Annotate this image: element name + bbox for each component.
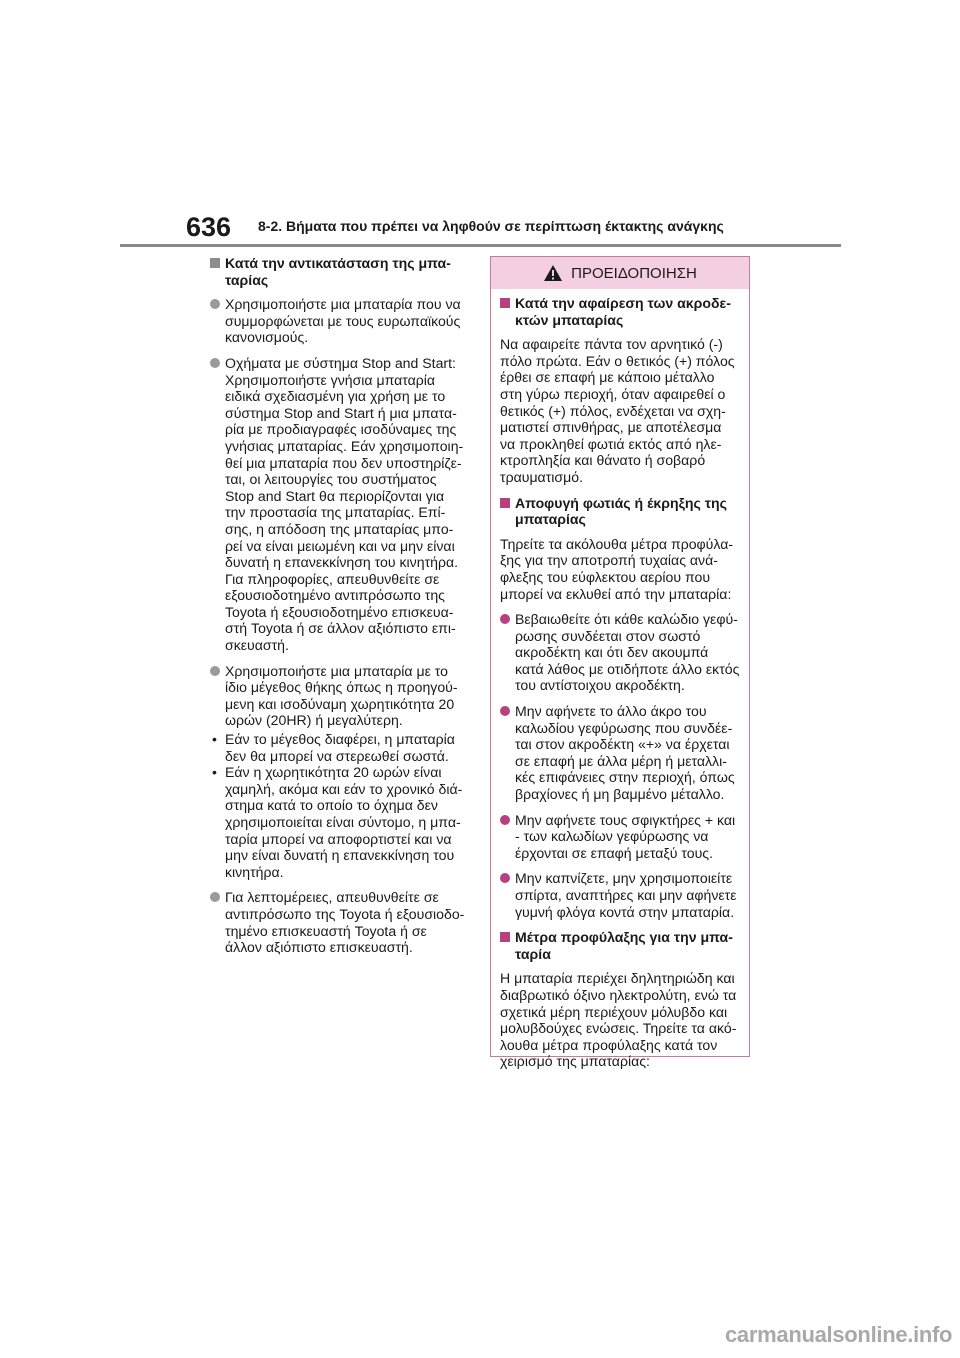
warning-bullet-text: Μην αφήνετε τους σφιγκτήρες + και - των καλωδίων γεφύρωσης να έρχονται σε επαφή μεταξύ τους. — [515, 811, 736, 861]
warning-paragraph: Να αφαιρείτε πάντα τον αρνητικό (-) πόλο πρώτα. Εάν ο θετικός (+) πόλος έρθει σε επαφή με κάποιο μέταλλο στη γύρω περιοχή, όταν αφαιρεθεί ο θετικός (+) πόλος, ενδέχεται να σχη- ματιστεί σπινθήρας, με αποτέλεσμα να προκληθεί φωτιά εκτός από ηλε- κτροπληξία και θάνατο ή σοβαρό τραυματισμό. — [500, 336, 735, 485]
warning-section-heading — [500, 929, 740, 962]
bullet-text: Οχήματα με σύστημα Stop and Start: Χρησιμοποιήστε γνήσια μπαταρία ειδικά σχεδιασμένη για χρήση με το σύστημα Stop and Start ή μια μπατα- ρία με προδιαγραφές ισοδύναμες της γνήσιας μπαταρίας. Εάν χρησιμοποιη- θεί μια μπαταρία που δεν υποστηρίζε- ται, οι λειτουργίες του συστήματος Stop and Start θα περιορίζονται για την προστασία της μπαταρίας. Επί- σης, η απόδοση της μπαταρίας μπο- ρεί να είναι μειωμένη και να μην είναι δυνατή η επανεκκίνηση του κινητήρα. Για πληροφορίες, απευθυνθείτε σε εξουσιοδοτημένο αντιπρόσωπο της Toyota ή εξουσιοδοτημένο επισκευα- στή Toyota ή σε άλλον αξιόπιστο επι- σκευαστή. — [225, 354, 464, 654]
circle-bullet-icon — [500, 706, 510, 716]
circle-bullet-icon — [210, 892, 220, 902]
warning-heading: ΠΡΟΕΙΔΟΠΟΙΗΣΗ — [571, 264, 697, 282]
warning-section-heading-text: Αποφυγή φωτιάς ή έκρηξης της μπαταρίας — [515, 494, 727, 528]
warning-header — [491, 257, 749, 289]
warning-body — [491, 289, 749, 1070]
header-divider — [120, 244, 841, 247]
section-heading — [210, 255, 472, 288]
bullet-item — [210, 663, 472, 729]
circle-bullet-icon — [210, 358, 220, 368]
warning-section-heading-text: Μέτρα προφύλαξης για την μπα- ταρία — [515, 929, 733, 962]
bullet-text: Χρησιμοποιήστε μια μπαταρία που να συμμορφώνεται με τους ευρωπαϊκούς κανονισμούς. — [225, 296, 461, 346]
warning-section-heading — [500, 295, 740, 328]
bullet-item — [210, 296, 472, 346]
sub-bullet-icon: • — [212, 731, 217, 748]
warning-bullet — [500, 812, 740, 862]
warning-paragraph: Τηρείτε τα ακόλουθα μέτρα προφύλα- ξης για την αποτροπή τυχαίας ανά- φλεξης του εύφλεκτου αερίου που μπορεί να εκλυθεί από την μπαταρία: — [500, 535, 734, 602]
warning-bullet — [500, 611, 740, 694]
warning-paragraph: Η μπαταρία περιέχει δηλητηριώδη και διαβρωτικό όξινο ηλεκτρολύτη, ενώ τα σχετικά μέρη περιέχουν μόλυβδο και μολυβδούχες ενώσεις. Τηρείτε τα ακό- λουθα μέτρα προφύλαξης κατά τον χειρισμό της μπαταρίας: — [500, 970, 737, 1070]
square-bullet-icon — [500, 932, 510, 942]
page-number: 636 — [186, 212, 232, 242]
square-bullet-icon — [500, 498, 510, 508]
warning-bullet-text: Μην αφήνετε το άλλο άκρο του καλωδίου γεφύρωσης που συνδέε- ται στον ακροδέκτη «+» να έρχεται σε επαφή με άλλα μέρη ή μεταλλι- κές επιφάνειες στην περιοχή, όπως βραχίονες ή μη βαμμένο μέταλλο. — [515, 703, 735, 803]
sub-item — [210, 764, 472, 880]
circle-bullet-icon — [500, 873, 510, 883]
bullet-text: Για λεπτομέρειες, απευθυνθείτε σε αντιπρόσωπο της Toyota ή εξουσιοδο- τημένο επισκευαστή Toyota ή σε άλλον αξιόπιστο επισκευαστή. — [225, 889, 465, 956]
sub-item-text: Εάν το μέγεθος διαφέρει, η μπαταρία δεν θα μπορεί να στερεωθεί σωστά. — [225, 731, 455, 764]
watermark: carmanualsonline.info — [725, 1322, 953, 1347]
bullet-text: Χρησιμοποιήστε μια μπαταρία με το ίδιο μέγεθος θήκης όπως η προηγού- μενη και ισοδύναμη χωρητικότητα 20 ωρών (20HR) ή μεγαλύτερη. — [225, 662, 458, 729]
warning-box — [490, 256, 750, 1070]
circle-bullet-icon — [500, 614, 510, 624]
warning-bullet — [500, 703, 740, 803]
warning-triangle-icon — [543, 264, 563, 282]
sub-list — [210, 731, 472, 880]
bullet-item — [210, 889, 472, 955]
warning-bullet — [500, 870, 740, 920]
square-bullet-icon — [500, 298, 510, 308]
section-heading-text: Κατά την αντικατάσταση της μπα- ταρίας — [225, 255, 451, 288]
sub-bullet-icon: • — [212, 764, 217, 781]
square-bullet-icon — [210, 258, 220, 268]
warning-section-heading — [500, 495, 740, 528]
circle-bullet-icon — [210, 299, 220, 309]
warning-bullet-text: Μην καπνίζετε, μην χρησιμοποιείτε σπίρτα, αναπτήρες και μην αφήνετε γυμνή φλόγα κοντά στην μπαταρία. — [515, 870, 737, 920]
circle-bullet-icon — [210, 666, 220, 676]
bullet-item — [210, 355, 472, 654]
warning-bullet-text: Βεβαιωθείτε ότι κάθε καλώδιο γεφύ- ρωσης συνδέεται στον σωστό ακροδέκτη και ότι δεν ακουμπά κατά λάθος με οτιδήποτε άλλο εκτός του αντίστοιχου ακροδέκτη. — [515, 611, 740, 694]
circle-bullet-icon — [500, 815, 510, 825]
sub-item — [210, 731, 472, 764]
left-column — [210, 255, 472, 965]
chapter-title: 8-2. Βήματα που πρέπει να ληφθούν σε περίπτωση έκτακτης ανάγκης — [258, 218, 724, 234]
warning-section-heading-text: Κατά την αφαίρεση των ακροδε- κτών μπαταρίας — [515, 295, 731, 328]
sub-item-text: Εάν η χωρητικότητα 20 ωρών είναι χαμηλή, ακόμα και εάν το χρονικό διά- στημα κατά το οποίο το όχημα δεν χρησιμοποιείται είναι σύντομο, η μπα- ταρία μπορεί να αποφορτιστεί και να μην είναι δυνατή η επανεκκίνηση του κινητήρα. — [225, 764, 463, 880]
